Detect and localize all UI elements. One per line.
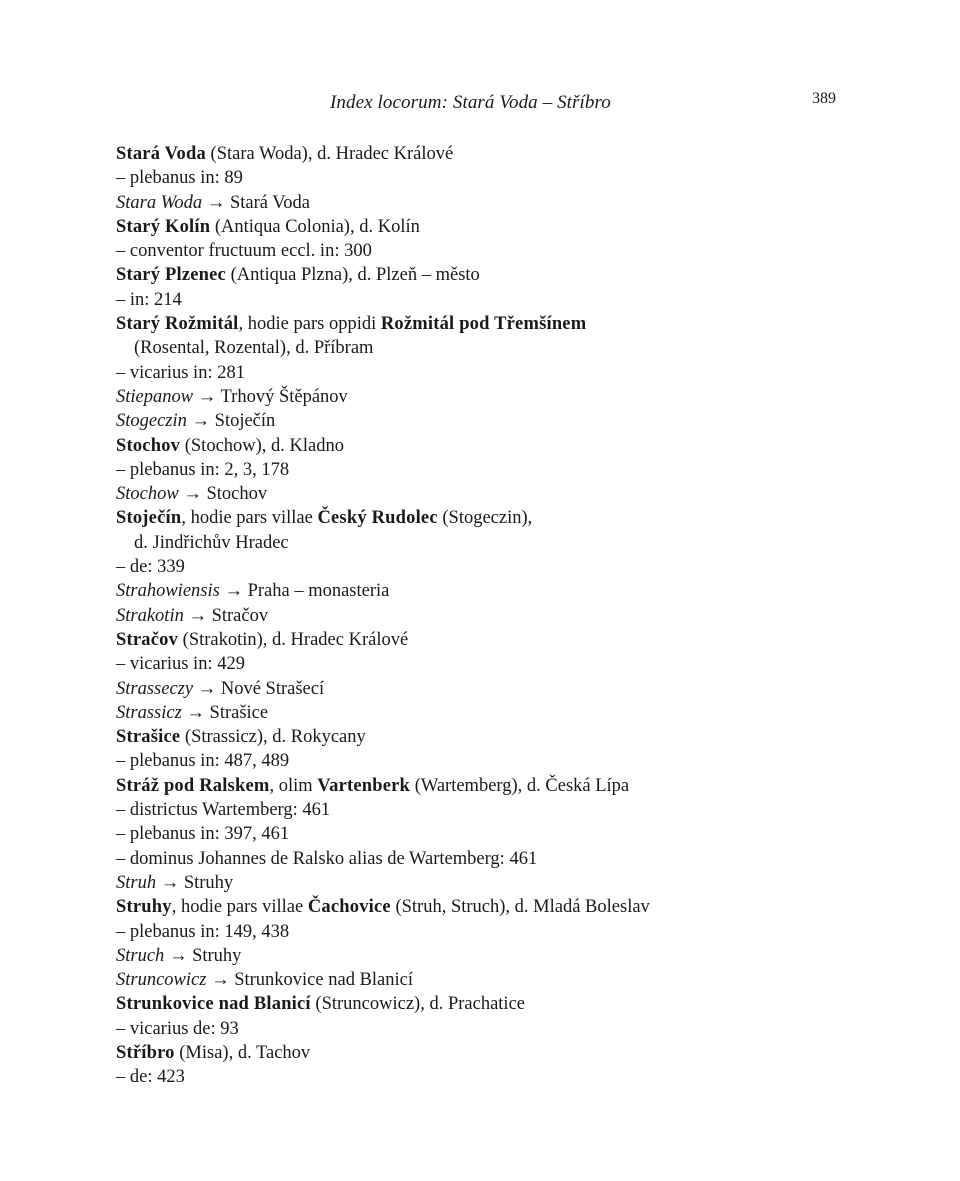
subentry-text: – conventor fructuum eccl. in: 300 xyxy=(116,241,372,262)
page-number: 389 xyxy=(812,90,836,107)
entry-details: (Stogeczin), xyxy=(437,508,533,529)
subentry-text: – plebanus in: 2, 3, 178 xyxy=(116,459,290,480)
subentry-text: – plebanus in: 149, 438 xyxy=(116,921,290,942)
reference-term: Stogeczin xyxy=(116,411,187,432)
entry-details: (Struncowicz), d. Prachatice xyxy=(310,994,525,1015)
index-entries xyxy=(116,142,836,1090)
subentry xyxy=(116,920,836,944)
reference-term: Strasseczy xyxy=(116,678,194,699)
index-entry xyxy=(116,725,836,749)
reference-target: Stoječín xyxy=(214,411,276,432)
cross-reference xyxy=(116,701,836,725)
entry-headword: Stráž pod Ralskem xyxy=(116,775,270,796)
subentry xyxy=(116,458,836,482)
subentry xyxy=(116,749,836,773)
subentry xyxy=(116,1065,836,1089)
index-entry xyxy=(116,1041,836,1065)
arrow-right-icon: → xyxy=(202,192,230,213)
entry-headword-secondary: Vartenberk xyxy=(317,775,411,796)
arrow-right-icon: → xyxy=(164,945,193,966)
subentry xyxy=(116,822,836,846)
arrow-right-icon: → xyxy=(156,872,184,893)
subentry-text: – plebanus in: 487, 489 xyxy=(116,751,290,772)
entry-details: (Stara Woda), d. Hradec Králové xyxy=(205,144,454,164)
subentry xyxy=(116,288,836,312)
reference-target: Struhy xyxy=(183,872,234,893)
entry-headword: Strašice xyxy=(116,727,181,748)
index-entry xyxy=(116,312,836,336)
index-entry xyxy=(116,506,836,530)
index-entry xyxy=(116,434,836,458)
reference-term: Stiepanow xyxy=(116,386,194,407)
subentry-text: – districtus Wartemberg: 461 xyxy=(116,800,331,821)
cross-reference xyxy=(116,677,836,701)
running-head xyxy=(0,92,960,118)
subentry xyxy=(116,166,836,190)
reference-term: Stochow xyxy=(116,484,179,505)
reference-target: Stochov xyxy=(206,484,268,505)
entry-connector: , hodie pars villae xyxy=(171,897,308,918)
reference-target: Praha – monasteria xyxy=(247,581,390,602)
cross-reference xyxy=(116,604,836,628)
entry-headword: Starý Rožmitál xyxy=(116,314,239,335)
entry-headword-secondary: Český Rudolec xyxy=(317,508,438,529)
reference-target: Strunkovice nad Blanicí xyxy=(234,970,413,991)
cross-reference xyxy=(116,385,836,409)
subentry-text: – vicarius de: 93 xyxy=(116,1018,239,1039)
entry-headword: Strunkovice nad Blanicí xyxy=(116,994,311,1015)
index-entry xyxy=(116,895,836,919)
reference-term: Strahowiensis xyxy=(116,581,220,602)
entry-continuation-text: (Rosental, Rozental), d. Příbram xyxy=(134,338,374,359)
entry-headword: Stříbro xyxy=(116,1042,175,1063)
subentry xyxy=(116,555,836,579)
entry-details: (Wartemberg), d. Česká Lípa xyxy=(410,775,630,796)
cross-reference xyxy=(116,482,836,506)
cross-reference xyxy=(116,409,836,433)
subentry xyxy=(116,798,836,822)
index-entry xyxy=(116,215,836,239)
subentry xyxy=(116,361,836,385)
subentry-text: – in: 214 xyxy=(116,289,182,310)
entry-details: (Stochow), d. Kladno xyxy=(180,435,345,456)
reference-term: Struh xyxy=(116,872,157,893)
subentry-text: – vicarius in: 429 xyxy=(116,654,245,675)
entry-headword: Starý Kolín xyxy=(116,216,211,237)
running-title: Index locorum: Stará Voda – Stříbro xyxy=(330,92,611,113)
entry-continuation-text: d. Jindřichův Hradec xyxy=(134,532,289,553)
reference-target: Stará Voda xyxy=(229,192,310,213)
index-entry xyxy=(116,992,836,1016)
arrow-right-icon: → xyxy=(193,678,221,699)
entry-headword: Stračov xyxy=(116,629,179,650)
subentry-text: – de: 423 xyxy=(116,1067,185,1088)
index-entry xyxy=(116,628,836,652)
arrow-right-icon: → xyxy=(193,386,221,407)
cross-reference xyxy=(116,191,836,215)
subentry-text: – de: 339 xyxy=(116,557,185,578)
entry-details: (Struh, Struch), d. Mladá Boleslav xyxy=(390,897,650,918)
cross-reference xyxy=(116,944,836,968)
entry-headword: Starý Plzenec xyxy=(116,265,226,286)
arrow-right-icon: → xyxy=(178,484,207,505)
arrow-right-icon: → xyxy=(219,581,248,602)
subentry xyxy=(116,1017,836,1041)
reference-target: Struhy xyxy=(192,945,242,966)
arrow-right-icon: → xyxy=(181,702,210,723)
subentry-text: – plebanus in: 89 xyxy=(116,168,243,189)
reference-term: Stara Woda xyxy=(116,192,203,213)
reference-term: Struncowicz xyxy=(116,970,207,991)
entry-headword: Stoječín xyxy=(116,508,182,529)
entry-headword: Struhy xyxy=(116,897,172,918)
reference-target: Stračov xyxy=(211,605,269,626)
subentry xyxy=(116,652,836,676)
subentry xyxy=(116,847,836,871)
cross-reference xyxy=(116,579,836,603)
subentry-text: – vicarius in: 281 xyxy=(116,362,245,383)
index-entry xyxy=(116,142,836,166)
entry-connector: , olim xyxy=(269,775,318,796)
entry-details: (Strakotin), d. Hradec Králové xyxy=(178,629,409,650)
entry-headword: Stará Voda xyxy=(116,144,206,164)
entry-headword-secondary: Rožmitál pod Třemšínem xyxy=(380,314,587,335)
cross-reference xyxy=(116,871,836,895)
cross-reference xyxy=(116,968,836,992)
entry-headword: Stochov xyxy=(116,435,181,456)
entry-details: (Strassicz), d. Rokycany xyxy=(180,727,366,748)
arrow-right-icon: → xyxy=(186,411,215,432)
reference-target: Trhový Štěpánov xyxy=(220,386,348,407)
entry-details: (Antiqua Plzna), d. Plzeň – město xyxy=(225,265,480,286)
index-entry xyxy=(116,263,836,287)
reference-term: Strassicz xyxy=(116,702,182,723)
index-entry xyxy=(116,774,836,798)
entry-continuation xyxy=(116,336,836,360)
entry-continuation xyxy=(116,531,836,555)
subentry xyxy=(116,239,836,263)
subentry-text: – plebanus in: 397, 461 xyxy=(116,824,290,845)
entry-connector: , hodie pars villae xyxy=(181,508,318,529)
reference-term: Strakotin xyxy=(116,605,184,626)
entry-details: (Misa), d. Tachov xyxy=(174,1042,311,1063)
reference-target: Strašice xyxy=(209,702,269,723)
entry-headword-secondary: Čachovice xyxy=(307,897,391,918)
reference-target: Nové Strašecí xyxy=(220,678,325,699)
entry-details: (Antiqua Colonia), d. Kolín xyxy=(210,216,420,237)
arrow-right-icon: → xyxy=(206,970,235,991)
subentry-text: – dominus Johannes de Ralsko alias de Wartemberg: 461 xyxy=(116,848,538,869)
entry-connector: , hodie pars oppidi xyxy=(238,314,381,335)
arrow-right-icon: → xyxy=(183,605,212,626)
reference-term: Struch xyxy=(116,945,165,966)
